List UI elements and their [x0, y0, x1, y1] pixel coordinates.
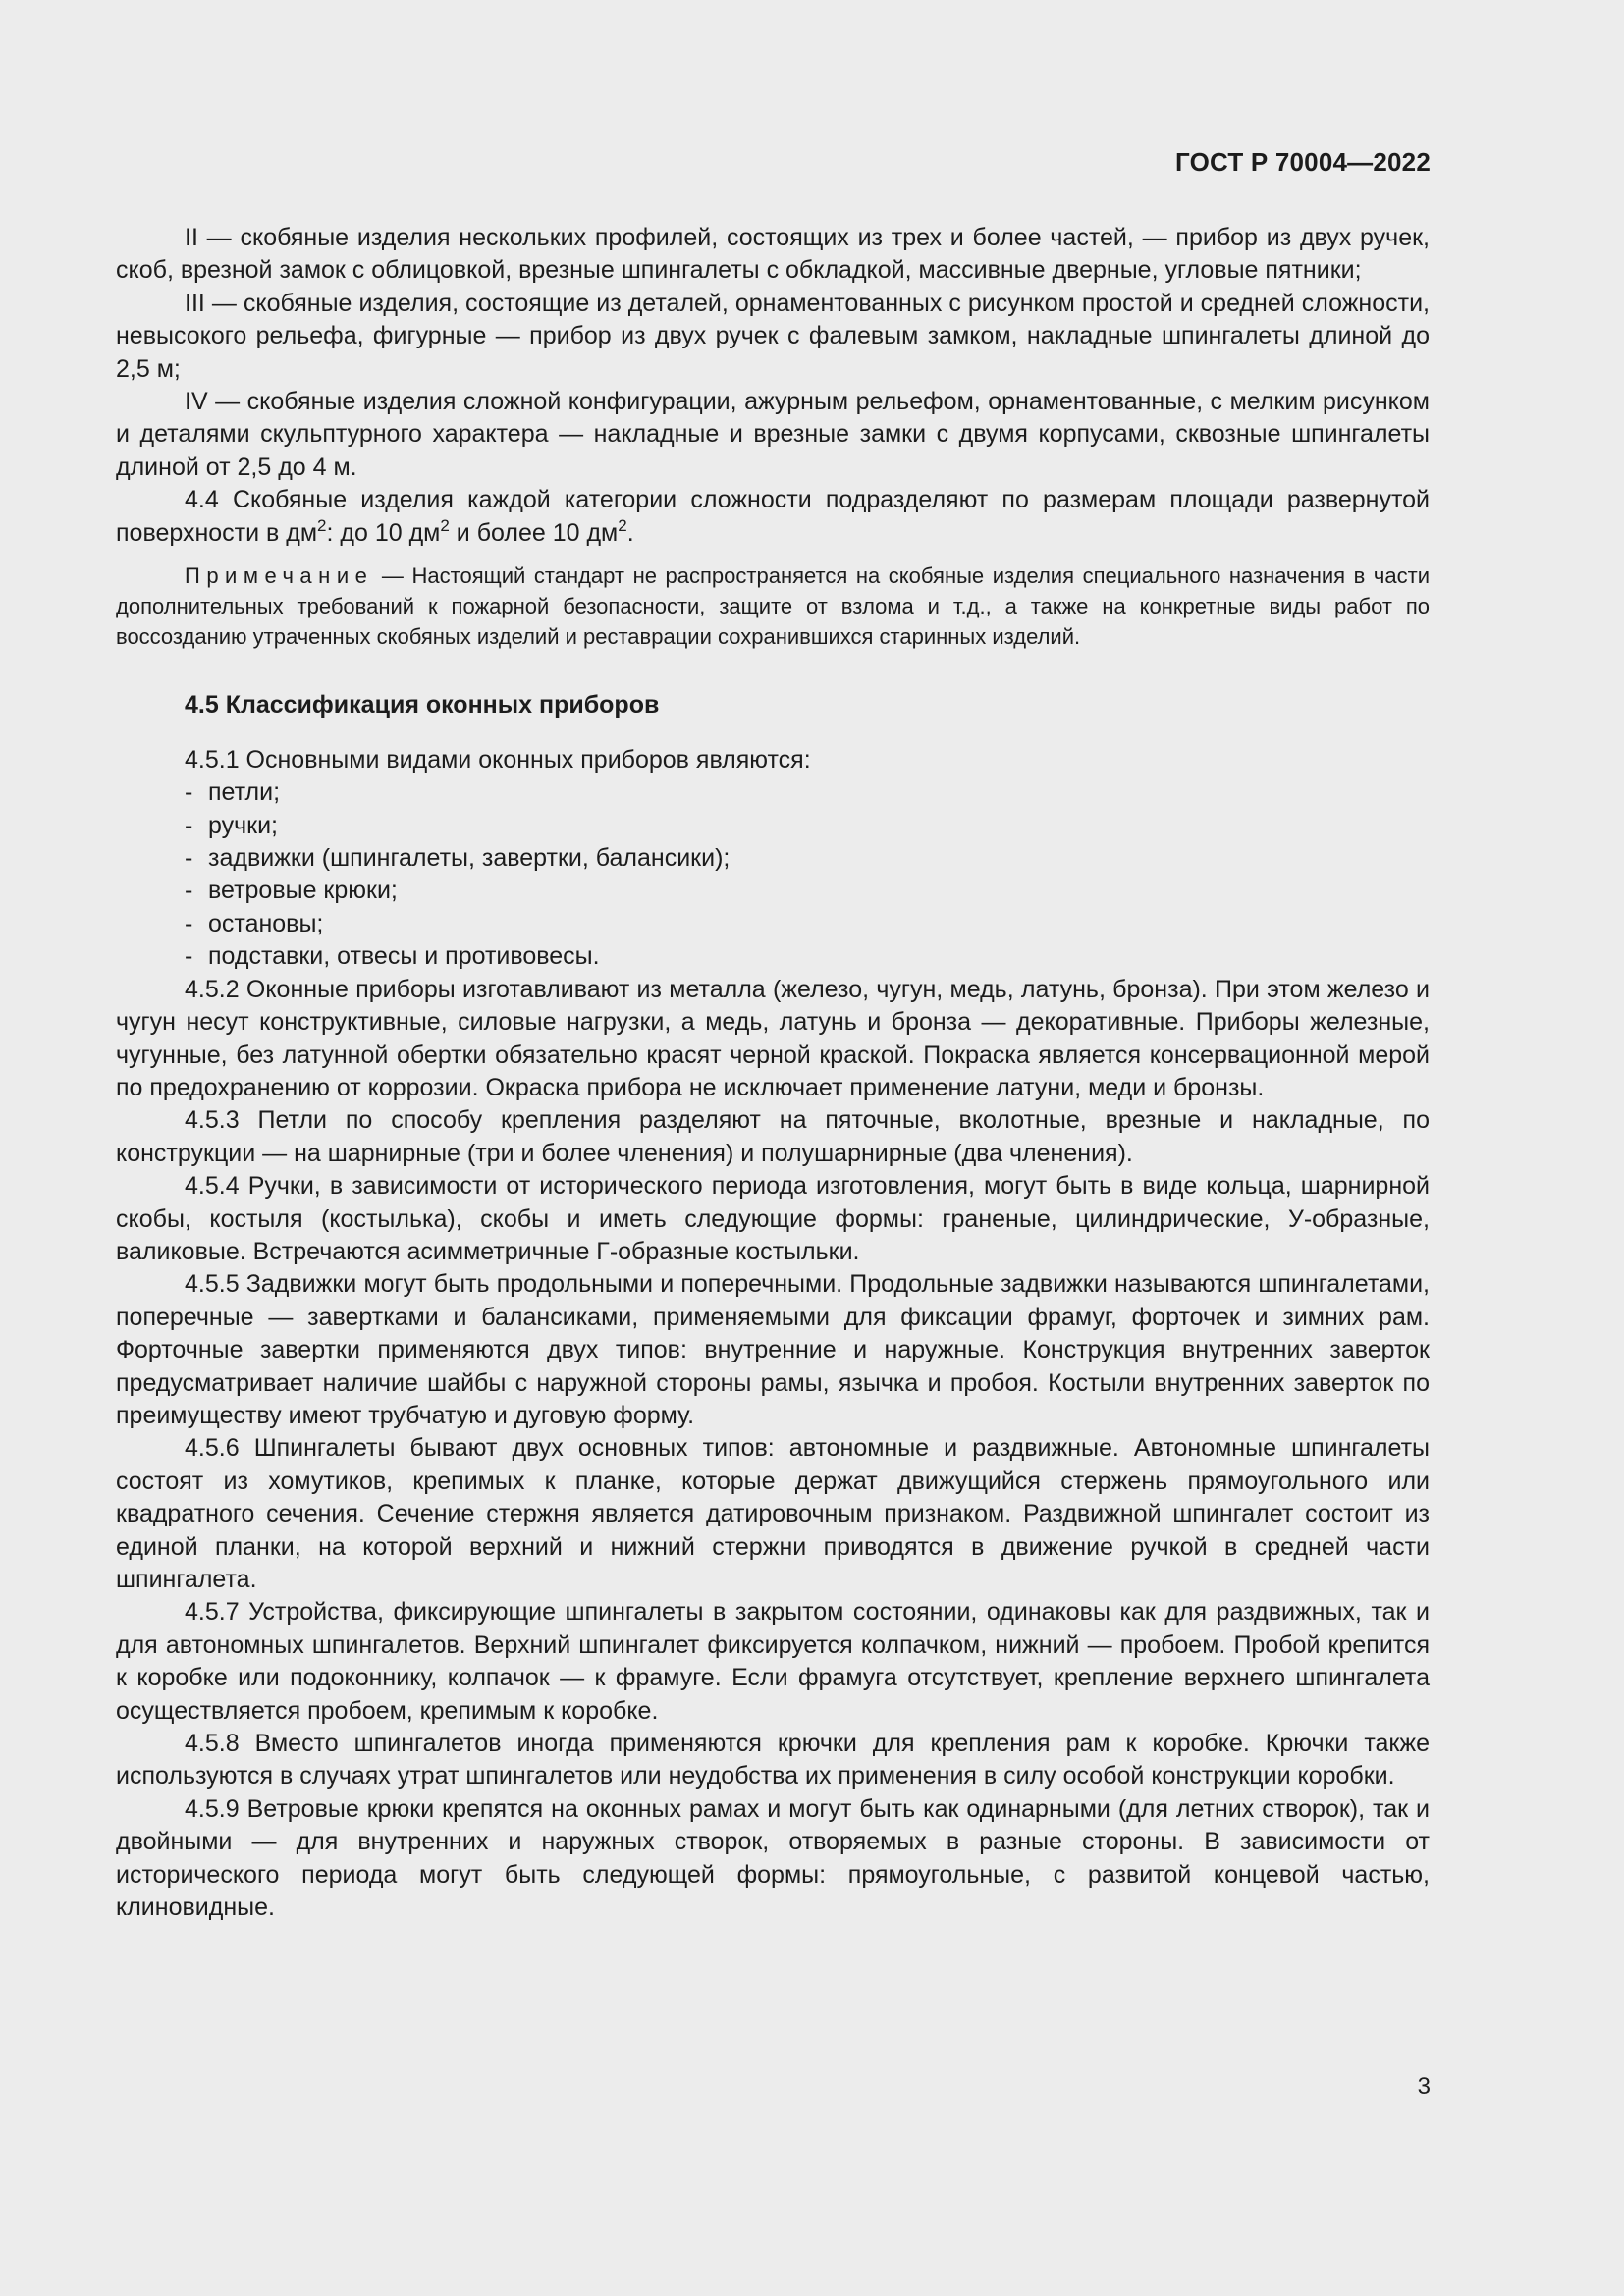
paragraph-4-5-2: 4.5.2 Оконные приборы изготавливают из металла (железо, чугун, медь, латунь, бронза). При этом железо и чугун несут конструктивные, силовые нагрузки, а медь, латунь и бронза — декоративные. Приборы железные, чугунные, без латунной обертки обязательно красят черной краской. Покраска является консервационной мерой по предохранению от коррозии. Окраска прибора не исключает применение латуни, меди и бронзы.: [116, 975, 1430, 1101]
list-item-text: подставки, отвесы и противовесы.: [208, 942, 600, 971]
paragraph-4-5-8: 4.5.8 Вместо шпингалетов иногда применяются крючки для крепления рам к коробке. Крючки также используются в случаях утрат шпингалетов или неудобства их применения в силу особой конструкции коробки.: [116, 1730, 1430, 1790]
note-label: Примечание: [185, 563, 374, 589]
list-marker: -: [185, 877, 193, 905]
paragraph-4-5-6: 4.5.6 Шпингалеты бывают двух основных типов: автономные и раздвижные. Автономные шпингалеты состоят из хомутиков, крепимых к планке, которые держат движущийся стержень прямоугольного или квадратного сечения. Сечение стержня является датировочным признаком. Раздвижной шпингалет состоит из единой планки, на которой верхний и нижний стержни приводятся в движение ручкой в средней части шпингалета.: [116, 1434, 1430, 1594]
list-item-text: петли;: [208, 778, 281, 807]
list-marker: -: [185, 778, 193, 807]
list-marker: -: [185, 811, 193, 839]
paragraph-4-5-4: 4.5.4 Ручки, в зависимости от исторического периода изготовления, могут быть в виде кольца, шарнирной скобы, костыля (костылька), скобы и иметь следующие формы: граненые, цилиндрические, У-образные, валиковые. Встречаются асимметричные Г-образные костыльки.: [116, 1172, 1430, 1265]
paragraph-4-5-7: 4.5.7 Устройства, фиксирующие шпингалеты в закрытом состоянии, одинаковы как для раздвижных, так и для автономных шпингалетов. Верхний шпингалет фиксируется колпачком, нижний — пробоем. Пробой крепится к коробке или подоконнику, колпачок — к фрамуге. Если фрамуга отсутствует, крепление верхнего шпингалета осуществляется пробоем, крепимым к коробке.: [116, 1598, 1430, 1725]
p44-text-2: : до 10 дм: [326, 518, 441, 547]
paragraph-category-3: III — скобяные изделия, состоящие из деталей, орнаментованных с рисунком простой и средней сложности, невысокого рельефа, фигурные — прибор из двух ручек с фалевым замком, накладные шпингалеты длиной до 2,5 м;: [116, 289, 1430, 383]
p44-sup-2: 2: [440, 515, 450, 535]
note-text: Настоящий стандарт не распространяется на скобяные изделия специального назначения в части дополнительных требований к пожарной безопасности, защите от взлома и т.д., а также на конкретные виды работ по воссозданию утраченных скобяных изделий и реставрации сохранившихся старинных изделий.: [116, 563, 1430, 649]
p44-sup-3: 2: [618, 515, 627, 535]
list-item: [116, 776, 1430, 809]
list-item-text: ручки;: [208, 811, 278, 839]
paragraph-category-2: II — скобяные изделия нескольких профилей, состоящих из трех и более частей, — прибор из двух ручек, скоб, врезной замок с облицовкой, врезные шпингалеты с обкладкой, массивные дверные, угловые пятники;: [116, 224, 1430, 285]
list-item: [116, 842, 1430, 875]
list-marker: -: [185, 909, 193, 937]
paragraph-4-5-3: 4.5.3 Петли по способу крепления разделяют на пяточные, вколотные, врезные и накладные, по конструкции — на шарнирные (три и более членения) и полушарнирные (два членения).: [116, 1106, 1430, 1167]
list-item: [116, 810, 1430, 842]
list-item-text: остановы;: [208, 909, 324, 937]
p44-text-1: 4.4 Скобяные изделия каждой категории сложности подразделяют по размерам площади развернутой поверхности в дм: [116, 486, 1430, 547]
window-device-list: [116, 776, 1430, 973]
document-header: ГОСТ Р 70004—2022: [1175, 147, 1431, 177]
list-item: [116, 940, 1430, 973]
section-title-4-5: 4.5 Классификация оконных приборов: [185, 691, 660, 720]
p44-text-4: .: [626, 518, 634, 547]
document-body: [116, 222, 1430, 1924]
paragraph-category-4: IV — скобяные изделия сложной конфигурации, ажурным рельефом, орнаментованные, с мелким рисунком и деталями скульптурного характера — накладные и врезные замки с двумя корпусами, сквозные шпингалеты длиной от 2,5 до 4 м.: [116, 388, 1430, 481]
p44-text-3: и более 10 дм: [449, 518, 619, 547]
paragraph-4-5-5: 4.5.5 Задвижки могут быть продольными и поперечными. Продольные задвижки называются шпингалетами, поперечные — завертками и балансиками, применяемыми для фиксации фрамуг, форточек и зимних рам. Форточные завертки применяются двух типов: внутренние и наружные. Конструкция внутренних заверток предусматривает наличие шайбы с наружной стороны рамы, язычка и пробоя. Костыли внутренних заверток по преимуществу имеют трубчатую и дуговую форму.: [116, 1270, 1430, 1429]
paragraph-4-5-9: 4.5.9 Ветровые крюки крепятся на оконных рамах и могут быть как одинарными (для летних створок), так и двойными — для внутренних и наружных створок, отворяемых в разные стороны. В зависимости от исторического периода могут быть следующей формы: прямоугольные, с развитой концевой частью, клиновидные.: [116, 1794, 1430, 1922]
note: [116, 561, 1430, 652]
paragraph-4-5-1: 4.5.1 Основными видами оконных приборов являются:: [185, 745, 811, 774]
paragraph-4-4: [116, 484, 1430, 550]
list-marker: -: [185, 942, 193, 971]
list-item: [116, 875, 1430, 907]
list-marker: -: [185, 844, 193, 873]
list-item: [116, 908, 1430, 940]
list-item-text: ветровые крюки;: [208, 877, 398, 905]
p44-sup-1: 2: [317, 515, 327, 535]
list-item-text: задвижки (шпингалеты, завертки, балансики);: [208, 844, 731, 873]
page-number: 3: [1417, 2073, 1431, 2100]
note-dash: —: [373, 563, 412, 589]
